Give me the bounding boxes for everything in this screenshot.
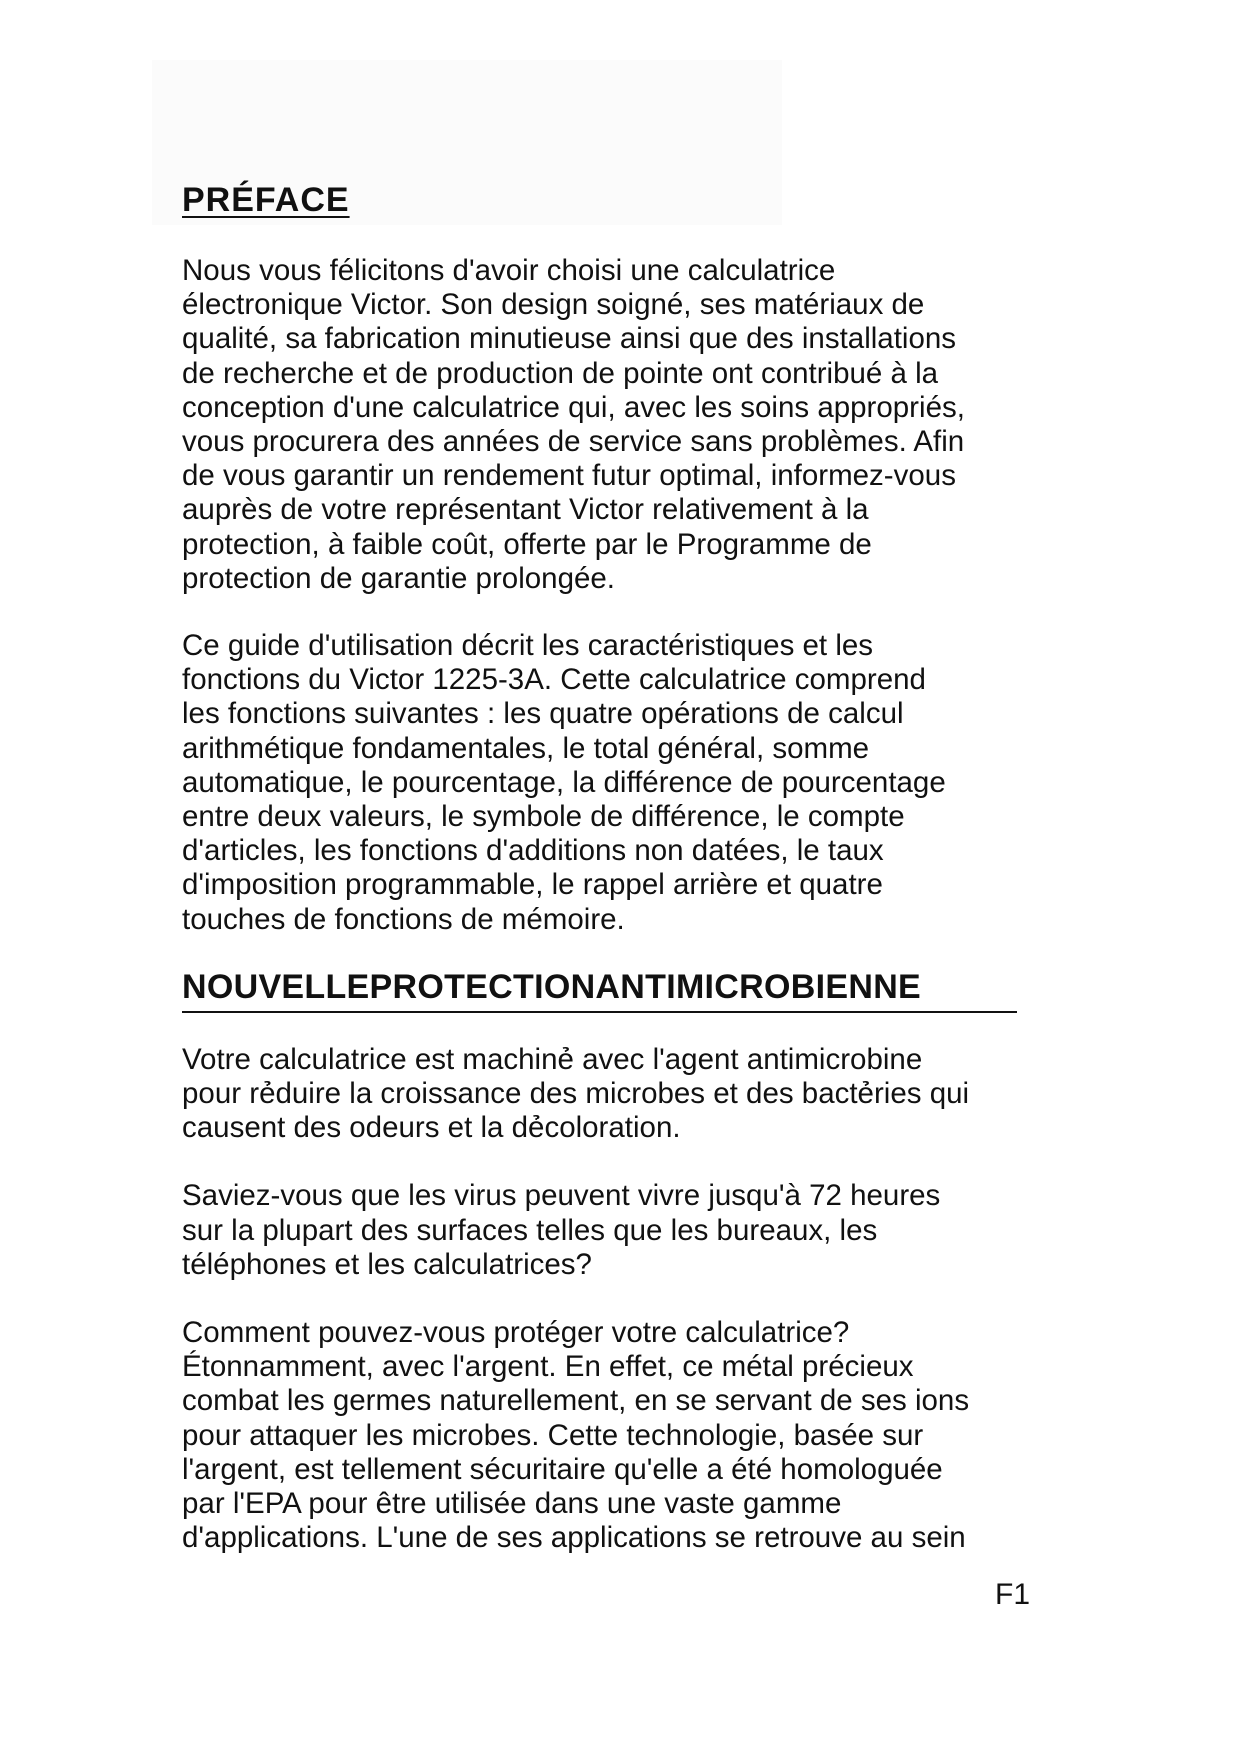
page-content	[182, 180, 1082, 1556]
text-line: de recherche et de production de pointe ont contribué à la	[182, 356, 939, 390]
text-line: d'imposition programmable, le rappel arrière et quatre	[182, 868, 883, 902]
text-line: Votre calculatrice est machinẻ avec l'agent antimicrobine	[182, 1042, 923, 1076]
text-line: touches de fonctions de mémoire.	[182, 902, 625, 936]
text-line: pour attaquer les microbes. Cette technologie, basée sur	[182, 1418, 924, 1452]
antimicrobial-paragraph-3	[182, 1316, 1082, 1555]
text-line: Étonnamment, avec l'argent. En effet, ce métal précieux	[182, 1350, 914, 1384]
text-line: Saviez-vous que les virus peuvent vivre jusqu'à 72 heures	[182, 1179, 941, 1213]
text-line: causent des odeurs et la dẻcoloration.	[182, 1111, 681, 1145]
antimicrobial-paragraph-1	[182, 1043, 1082, 1146]
text-line: Nous vous félicitons d'avoir choisi une calculatrice	[182, 254, 836, 287]
text-line: entre deux valeurs, le symbole de différence, le compte	[182, 800, 905, 834]
text-line: combat les germes naturellement, en se servant de ses ions	[182, 1384, 970, 1418]
text-line: conception d'une calculatrice qui, avec les soins appropriés,	[182, 390, 965, 424]
text-line: Ce guide d'utilisation décrit les caractéristiques et les	[182, 629, 874, 663]
text-line: sur la plupart des surfaces telles que les bureaux, les	[182, 1213, 878, 1247]
text-line: électronique Victor. Son design soigné, ses matériaux de	[182, 288, 925, 322]
text-line: fonctions du Victor 1225-3A. Cette calculatrice comprend	[182, 663, 926, 697]
text-line: arithmétique fondamentales, le total général, somme	[182, 731, 870, 765]
text-line: qualité, sa fabrication minutieuse ainsi que des installations	[182, 322, 957, 356]
text-line: d'applications. L'une de ses applications se retrouve au sein	[182, 1521, 966, 1555]
antimicrobial-heading: NOUVELLEPROTECTIONANTIMICROBIENNE	[182, 967, 1017, 1013]
text-line: Comment pouvez-vous protéger votre calculatrice?	[182, 1316, 850, 1350]
preface-paragraph-1	[182, 254, 1082, 596]
text-line: les fonctions suivantes : les quatre opérations de calcul	[182, 697, 904, 731]
text-line: téléphones et les calculatrices?	[182, 1247, 592, 1281]
antimicrobial-paragraph-2	[182, 1179, 1082, 1282]
text-line: auprès de votre représentant Victor relativement à la	[182, 493, 869, 527]
preface-paragraph-2	[182, 629, 1082, 937]
text-line: de vous garantir un rendement futur optimal, informez-vous	[182, 459, 956, 493]
text-line: protection, à faible coût, offerte par le Programme de	[182, 527, 872, 561]
text-line: l'argent, est tellement sécuritaire qu'elle a été homologuée	[182, 1452, 943, 1486]
text-line: vous procurera des années de service sans problèmes. Afin	[182, 425, 965, 459]
page-number: F1	[995, 1578, 1031, 1611]
text-line: automatique, le pourcentage, la différence de pourcentage	[182, 765, 946, 799]
text-line: d'articles, les fonctions d'additions non datées, le taux	[182, 834, 884, 868]
text-line: par l'EPA pour être utilisée dans une vaste gamme	[182, 1487, 842, 1521]
text-line: protection de garantie prolongée.	[182, 561, 615, 595]
text-line: pour rẻduire la croissance des microbes et des bactẻries qui	[182, 1077, 970, 1111]
preface-heading: PRÉFACE	[182, 181, 350, 219]
